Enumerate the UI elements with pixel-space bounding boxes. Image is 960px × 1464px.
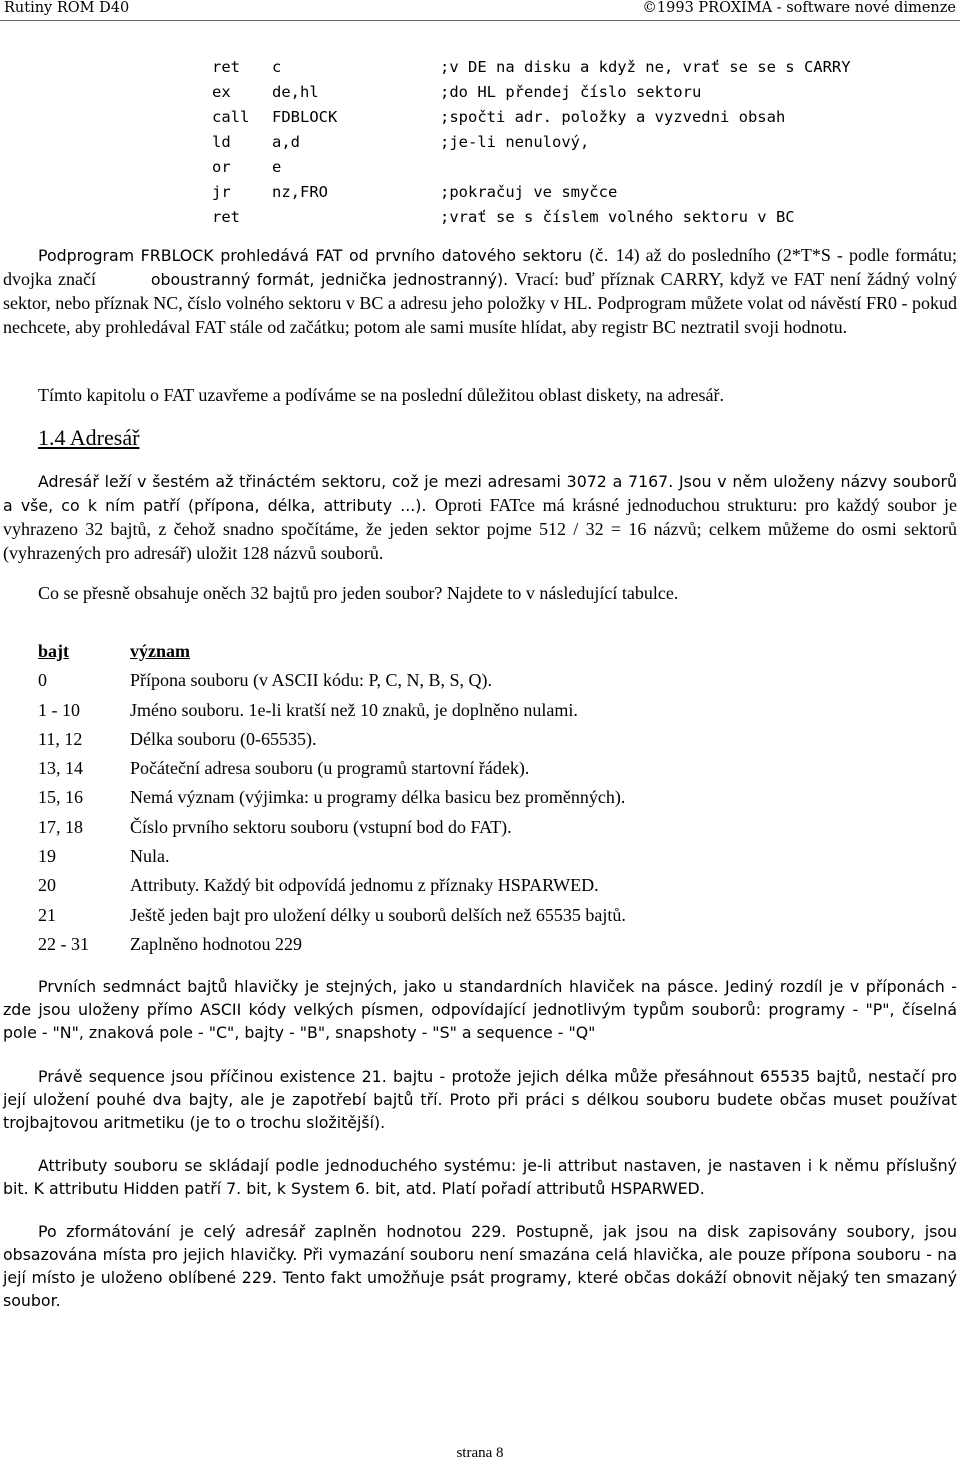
paragraph-attributes-text: Attributy souboru se skládají podle jednoduchého systému: je-li attribut nastaven, je nastaven i k němu příslušný bit. K attributu Hidden patří 7. bit, k System 6. bit, atd. Platí pořadí attributů HSPARWED.	[3, 1156, 957, 1198]
paragraph-header-bytes	[3, 975, 957, 1044]
table-cell-meaning: Zaplněno hodnotou 229	[130, 933, 302, 954]
table-cell-meaning: Přípona souboru (v ASCII kódu: P, C, N, B, S, Q).	[130, 670, 493, 691]
table-cell-meaning: Nula.	[130, 846, 170, 867]
paragraph-frblock-a: Podprogram FRBLOCK prohledává FAT od prvního datového sektoru (č.	[38, 246, 609, 265]
paragraph-sequence-text: Právě sequence jsou příčinou existence 21. bajtu - protože jejich délka může přesáhnout 65535 bajtů, nestačí pro její uložení pouhé dva bajty, ale je zapotřebí bajtů tří. Proto při práci s délkou souboru budete občas muset používat trojbajtovou aritmetiku (je to o trochu složitější).	[3, 1067, 957, 1132]
table-row	[38, 904, 938, 933]
header-copyright: ©1993 PROXIMA - software nové dimenze	[642, 0, 956, 16]
paragraph-frblock-e: Podprogram můžete volat od návěstí FR0 - pokud nechcete, aby prohledával FAT stále od začátku; potom ale sami musíte hlídat, aby registr BC neztratil svoji hodnotu.	[3, 293, 958, 337]
byte-table	[38, 640, 938, 962]
code-comment: ;je-li nenulový,	[440, 133, 590, 151]
table-row	[38, 874, 938, 903]
table-cell-meaning: Attributy. Každý bit odpovídá jednomu z příznaky HSPARWED.	[130, 875, 599, 896]
table-cell-meaning: Nemá význam (výjimka: u programy délka basicu bez proměnných).	[130, 787, 626, 808]
table-row	[38, 728, 938, 757]
table-header-row	[38, 640, 938, 669]
table-cell-byte: 19	[38, 846, 56, 867]
table-cell-meaning: Jméno souboru. 1e-li kratší než 10 znaků, je doplněno nulami.	[130, 699, 578, 720]
code-arg: de,hl	[272, 83, 319, 101]
code-arg: e	[272, 158, 282, 176]
code-arg: a,d	[272, 133, 300, 151]
table-row	[38, 786, 938, 815]
table-cell-meaning: Číslo prvního sektoru souboru (vstupní bod do FAT).	[130, 816, 512, 837]
code-op: ret	[212, 58, 240, 76]
code-op: jr	[212, 183, 231, 201]
table-cell-byte: 17, 18	[38, 816, 83, 837]
paragraph-fat-close-text: Tímto kapitolu o FAT uzavřeme a podíváme se na poslední důležitou oblast diskety, na adresář.	[38, 385, 724, 405]
table-cell-byte: 13, 14	[38, 758, 83, 779]
table-cell-meaning: Ještě jeden bajt pro uložení délky u souborů delších než 65535 bajtů.	[130, 904, 626, 925]
paragraph-frblock-b: 14) až do posledního (2*T*S - podle formátu; dvojka značí	[3, 245, 958, 289]
code-op: ld	[212, 133, 231, 151]
code-line	[0, 157, 960, 182]
code-line	[0, 182, 960, 207]
code-line	[0, 132, 960, 157]
table-cell-byte: 11, 12	[38, 728, 83, 749]
paragraph-adresar-a: Adresář leží v šestém až třináctém sektoru, což je mezi adresami 3072 a 7167. Jsou v něm uloženy názvy souborů a vše, co k ním patří (přípona, délka, attributy ...).	[3, 472, 957, 515]
table-row	[38, 845, 938, 874]
paragraph-header-bytes-text: Prvních sedmnáct bajtů hlavičky je stejných, jako u standardních hlaviček na pásce. Jediný rozdíl je v příponách - zde jsou uloženy přímo ASCII kódy velkých písmen, odpovídající jednotlivým typům souborů: programy - "P", číselná pole - "N", znaková pole - "C", bajty - "B", snapshoty - "S" a sequence - "Q"	[3, 977, 957, 1042]
code-arg: c	[272, 58, 282, 76]
table-row	[38, 816, 938, 845]
table-cell-meaning: Počáteční adresa souboru (u programů startovní řádek).	[130, 758, 530, 779]
table-header-meaning: význam	[130, 641, 190, 661]
code-line	[0, 107, 960, 132]
code-comment: ;do HL přendej číslo sektoru	[440, 83, 702, 101]
table-cell-meaning: Délka souboru (0-65535).	[130, 728, 317, 749]
table-cell-byte: 0	[38, 670, 47, 691]
code-comment: ;pokračuj ve smyčce	[440, 183, 618, 201]
paragraph-frblock-c: oboustranný formát, jednička jednostranný).	[150, 270, 509, 289]
paragraph-sequence	[3, 1065, 957, 1134]
paragraph-adresar-b: Oproti FATce má krásné jednoduchou strukturu: pro každý soubor je vyhrazeno 32 bajtů, z čehož snadno spočítáme, že jeden sektor pojme 512 / 32 = 16 názvů; celkem můžeme do osmi sektorů (vyhrazených pro adresář) uložit 128 názvů souborů.	[3, 495, 958, 563]
table-cell-byte: 20	[38, 875, 56, 896]
table-row	[38, 669, 938, 698]
code-line	[0, 207, 960, 232]
code-arg: nz,FRO	[272, 183, 328, 201]
code-arg: FDBLOCK	[272, 108, 338, 126]
code-comment: ;v DE na disku a když ne, vrať se se s CARRY	[440, 58, 851, 76]
paragraph-question-text: Co se přesně obsahuje oněch 32 bajtů pro jeden soubor? Najdete to v následující tabulce.	[38, 583, 679, 603]
paragraph-frblock-d: Vrací: buď příznak CARRY, když ve FAT není žádný volný sektor, nebo příznak NC, číslo volného sektoru v BC a adresu jeho položky v HL.	[3, 269, 958, 313]
page-header	[0, 0, 960, 21]
paragraph-attributes	[3, 1154, 957, 1200]
page-number: strana 8	[456, 1445, 504, 1461]
table-cell-byte: 1 - 10	[38, 699, 80, 720]
table-header-byte: bajt	[38, 641, 69, 661]
table-cell-byte: 21	[38, 904, 56, 925]
code-comment: ;vrať se s číslem volného sektoru v BC	[440, 208, 795, 226]
paragraph-format-text: Po zformátování je celý adresář zaplněn hodnotou 229. Postupně, jak jsou na disk zapisovány soubory, jsou obsazována místa pro jejich hlavičky. Při vymazání souboru není smazána celá hlavička, ale pouze přípona souboru - na její místo je uloženo oblíbené 229. Tento fakt umožňuje psát programy, které občas dokáží obnovit nějaký ten smazaný soubor.	[3, 1222, 957, 1310]
code-comment: ;spočti adr. položky a vyzvedni obsah	[440, 108, 786, 126]
table-row	[38, 699, 938, 728]
paragraph-format	[3, 1220, 957, 1312]
code-op: ret	[212, 208, 240, 226]
code-op: or	[212, 158, 231, 176]
code-op: ex	[212, 83, 231, 101]
table-cell-byte: 15, 16	[38, 787, 83, 808]
header-title: Rutiny ROM D40	[4, 0, 130, 16]
code-listing	[0, 57, 960, 232]
paragraph-frblock	[3, 244, 957, 340]
paragraph-fat-close	[3, 384, 957, 407]
table-row	[38, 933, 938, 962]
table-row	[38, 757, 938, 786]
table-cell-byte: 22 - 31	[38, 933, 89, 954]
code-op: call	[212, 108, 250, 126]
paragraph-question	[3, 582, 957, 605]
code-line	[0, 82, 960, 107]
code-line	[0, 57, 960, 82]
section-heading: 1.4 Adresář	[38, 425, 140, 450]
paragraph-adresar	[3, 470, 957, 566]
